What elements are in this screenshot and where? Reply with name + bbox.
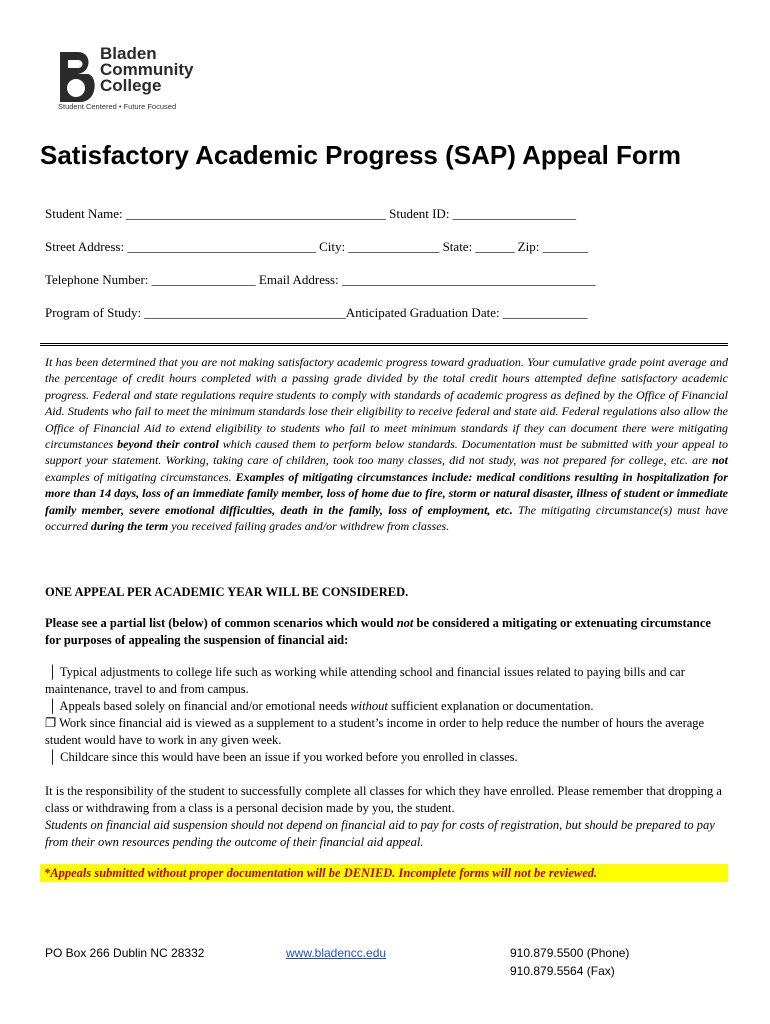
bullet-icon: │ [45, 699, 60, 713]
intro-text-g: The mitigating circumstance(s) must have occurred [45, 502, 729, 534]
footer-phone: 910.879.5500 (Phone) [510, 946, 630, 960]
footer-website-wrap [286, 944, 386, 962]
list-item-emph: without [350, 699, 388, 713]
scenario-list [45, 664, 725, 766]
partial-text-c: be considered a mitigating or extenuating circumstance for purposes of appealing the suspension of financial aid: [45, 616, 711, 647]
suspension-note: Students on financial aid suspension should not depend on financial aid to pay for costs of registration, but should be prepared to pay from their own resources pending the outcome of their financial aid appeal. [45, 818, 715, 849]
bullet-icon: │ [45, 750, 61, 764]
footer-fax: 910.879.5564 (Fax) [510, 964, 615, 978]
college-logo [58, 46, 218, 116]
student-name-id-row[interactable]: Student Name: ________________________________________ Student ID: ___________________ [45, 206, 577, 221]
list-item [45, 749, 725, 766]
bullet-icon: │ [45, 665, 60, 679]
list-item [45, 664, 725, 698]
bracket-bullet-icon: ❐ [45, 716, 60, 730]
intro-paragraph [45, 354, 728, 534]
warning-banner: *Appeals submitted without proper documentation will be DENIED. Incomplete forms will not be reviewed. [40, 864, 728, 882]
list-item [45, 715, 725, 749]
logo-mark-icon [58, 50, 98, 110]
list-item-text: sufficient explanation or documentation. [387, 699, 594, 713]
intro-text-f: Examples of mitigating circumstances include: medical conditions resulting in hospitalization for more than 14 days, loss of an immediate family member, loss of home due to fire, storm or natural disaster, illness of student or immediate family member, severe emotional difficulties, death in the family, loss of employment, etc. [45, 469, 728, 517]
logo-tagline: Student Centered • Future Focused [58, 102, 177, 111]
list-item [45, 698, 725, 715]
website-link[interactable]: www.bladencc.edu [286, 946, 387, 960]
logo-line-3: College [100, 76, 162, 95]
list-item-text: Childcare since this would have been an issue if you worked before you enrolled in classes. [60, 750, 518, 764]
partial-list-heading [45, 615, 725, 649]
list-item-text: Appeals based solely on financial and/or emotional needs [59, 699, 351, 713]
contact-row[interactable]: Telephone Number: ________________ Email Address: _______________________________________ [45, 272, 596, 287]
partial-text-b: not [396, 616, 414, 630]
intro-text-d: not [711, 453, 728, 468]
address-row[interactable]: Street Address: _____________________________ City: ______________ State: ______ Zip: _______ [45, 239, 589, 254]
intro-text-a: It has been determined that you are not making satisfactory academic progress toward graduation. Your cumulative grade point average and the percentage of credit hours completed with a passing grade divided by the total credit hours attempted define satisfactory academic progress. Federal and state regulations require students to comply with standards of academic progress as defined by the Office of Financial Aid. Students who fail to meet the minimum standards lose their eligibility to receive federal and state aid. Federal regulations also allow the Office of Financial Aid to extend eligibility to students who fail to meet minimum standards if they can document there were mitigating circumstances [45, 355, 728, 452]
intro-text-c: which caused them to perform below standards. Documentation must be submitted with your appeal to support your statement. Working, taking care of children, took too many classes, did not study, was not prepared for college, etc. are [45, 437, 729, 468]
intro-text-e: examples of mitigating circumstances. [45, 469, 236, 484]
footer-address: PO Box 266 Dublin NC 28332 [45, 946, 205, 960]
intro-text-b: beyond their control [117, 437, 219, 452]
intro-text-i: you received failing grades and/or withdrew from classes. [168, 519, 450, 534]
divider [40, 343, 728, 346]
program-row[interactable]: Program of Study: _______________________________Anticipated Graduation Date: _____________ [45, 305, 588, 320]
partial-text-a: Please see a partial list (below) of common scenarios which would [45, 616, 397, 630]
one-appeal-heading: ONE APPEAL PER ACADEMIC YEAR WILL BE CONSIDERED. [45, 585, 409, 599]
page-title: Satisfactory Academic Progress (SAP) Appeal Form [40, 140, 682, 170]
logo-text [100, 46, 194, 94]
logo-line-2: Community [100, 60, 194, 79]
intro-text-h: during the term [90, 519, 169, 534]
list-item-text: Work since financial aid is viewed as a supplement to a student’s income in order to help reduce the number of hours the average student would have to work in any given week. [45, 716, 705, 747]
responsibility-paragraph [45, 783, 725, 851]
logo-line-1: Bladen [100, 44, 157, 63]
responsibility-text: It is the responsibility of the student to successfully complete all classes for which they have enrolled. Please remember that dropping a class or withdrawing from a class is a personal decision made by you, the student. [45, 784, 722, 815]
list-item-text: Typical adjustments to college life such as working while attending school and financial issues related to paying bills and car maintenance, travel to and from campus. [45, 665, 685, 696]
footer-phone-block [510, 944, 629, 980]
